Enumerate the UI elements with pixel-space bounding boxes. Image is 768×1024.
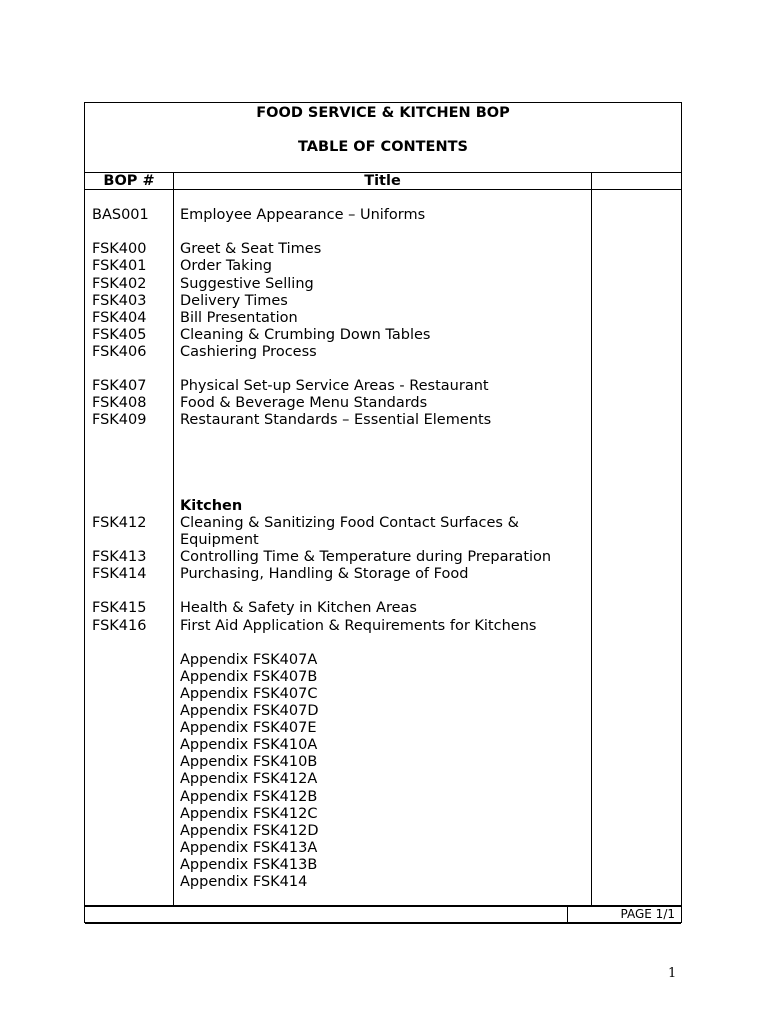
table-row — [85, 789, 681, 806]
table-row — [85, 600, 681, 617]
bop-title: Equipment — [180, 532, 259, 548]
bop-code: FSK402 — [92, 275, 147, 292]
bop-title: First Aid Application & Requirements for Kitchens — [180, 617, 537, 634]
table-row — [85, 532, 681, 549]
bop-title: Controlling Time & Temperature during Preparation — [180, 549, 552, 566]
bop-code: FSK416 — [92, 617, 147, 634]
table-row — [85, 481, 681, 498]
bop-title: Appendix FSK410A — [180, 737, 318, 754]
table-row — [85, 549, 681, 566]
table-row — [85, 669, 681, 686]
bop-code: FSK407 — [92, 378, 147, 395]
table-row — [85, 583, 681, 600]
bop-title: Appendix FSK407B — [180, 668, 318, 685]
bop-code: FSK404 — [92, 309, 147, 326]
bop-code: FSK415 — [92, 600, 147, 617]
table-row — [85, 754, 681, 771]
table-row — [85, 618, 681, 635]
table-row — [85, 686, 681, 703]
table-row — [85, 857, 681, 874]
document-title: FOOD SERVICE & KITCHEN BOP — [256, 105, 510, 121]
table-row — [85, 412, 681, 429]
table-row — [85, 840, 681, 857]
table-row — [85, 515, 681, 532]
table-row — [85, 823, 681, 840]
bop-code: FSK401 — [92, 258, 147, 275]
bop-title: Appendix FSK412B — [180, 788, 318, 805]
table-row — [85, 652, 681, 669]
bop-title: Appendix FSK407C — [180, 685, 318, 702]
table-row — [85, 737, 681, 754]
bop-title: Delivery Times — [180, 292, 288, 309]
bop-title: Physical Set-up Service Areas - Restaurant — [180, 378, 489, 395]
table-row — [85, 361, 681, 378]
bop-code: FSK413 — [92, 549, 147, 566]
bop-title: Appendix FSK412D — [180, 822, 319, 839]
table-row — [85, 327, 681, 344]
bop-title: Greet & Seat Times — [180, 241, 322, 258]
column-header-code: BOP # — [103, 173, 155, 189]
bop-code: FSK405 — [92, 326, 147, 343]
bop-title: Employee Appearance – Uniforms — [180, 207, 426, 224]
table-row — [85, 703, 681, 720]
bop-code: FSK400 — [92, 241, 147, 258]
toc-table — [84, 102, 682, 923]
table-row — [85, 293, 681, 310]
table-row — [85, 378, 681, 395]
table-row — [85, 224, 681, 241]
footer-divider — [567, 907, 568, 922]
bop-code: FSK412 — [92, 514, 147, 531]
bop-title: Order Taking — [180, 258, 272, 275]
table-row — [85, 874, 681, 891]
table-row — [85, 258, 681, 275]
table-row — [85, 720, 681, 737]
bop-title: Purchasing, Handling & Storage of Food — [180, 566, 469, 583]
table-row — [85, 395, 681, 412]
title-block — [85, 103, 681, 173]
section-heading: Kitchen — [180, 497, 243, 514]
bop-title: Health & Safety in Kitchen Areas — [180, 600, 417, 617]
bop-title: Restaurant Standards – Essential Elements — [180, 412, 492, 429]
bop-code: FSK414 — [92, 566, 147, 583]
bop-title: Appendix FSK412A — [180, 771, 318, 788]
table-row — [85, 464, 681, 481]
bop-title: Bill Presentation — [180, 309, 298, 326]
bop-title: Appendix FSK407E — [180, 720, 317, 737]
table-row — [85, 429, 681, 446]
table-row — [85, 241, 681, 258]
bop-title: Appendix FSK413B — [180, 856, 318, 873]
table-row — [85, 806, 681, 823]
bop-title: Cleaning & Crumbing Down Tables — [180, 326, 431, 343]
bop-title: Appendix FSK407A — [180, 651, 318, 668]
bop-title: Appendix FSK412C — [180, 805, 318, 822]
bop-title: Appendix FSK414 — [180, 874, 308, 890]
bop-title: Appendix FSK407D — [180, 703, 319, 719]
table-row — [85, 566, 681, 583]
bop-title: Food & Beverage Menu Standards — [180, 395, 428, 412]
bop-code: BAS001 — [92, 207, 149, 224]
table-row — [85, 498, 681, 515]
bop-title: Cashiering Process — [180, 343, 317, 360]
page-number: 1 — [668, 966, 677, 981]
bop-code: FSK409 — [92, 412, 147, 429]
bop-title: Appendix FSK413A — [180, 839, 318, 856]
table-row — [85, 344, 681, 361]
table-row — [85, 207, 681, 224]
table-row — [85, 635, 681, 652]
table-row — [85, 276, 681, 293]
column-header-title: Title — [364, 173, 401, 189]
table-row — [85, 771, 681, 788]
bop-code: FSK406 — [92, 343, 147, 360]
bop-title: Cleaning & Sanitizing Food Contact Surfaces & — [180, 514, 519, 531]
bop-title: Suggestive Selling — [180, 275, 314, 292]
table-row — [85, 310, 681, 327]
table-row — [85, 447, 681, 464]
bop-title: Appendix FSK410B — [180, 754, 318, 771]
bop-code: FSK408 — [92, 395, 147, 412]
table-row — [85, 190, 681, 207]
footer-page-label: PAGE 1/1 — [620, 907, 675, 921]
document-subtitle: TABLE OF CONTENTS — [298, 139, 468, 155]
bop-code: FSK403 — [92, 292, 147, 309]
footer-bar — [85, 905, 681, 924]
